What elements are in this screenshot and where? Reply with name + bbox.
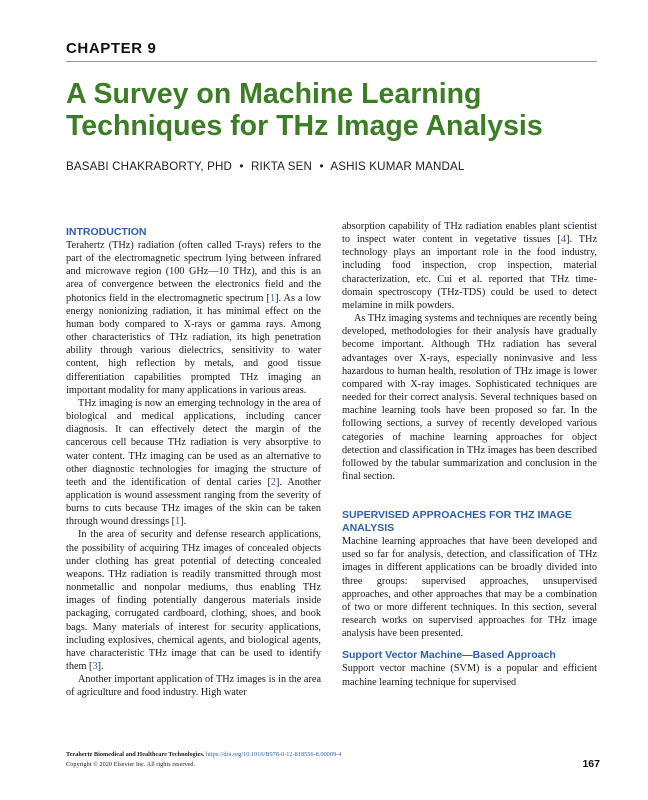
paragraph: As THz imaging systems and techniques are recently being developed, methodologies for their analysis have gradually become important. Although THz radiation has several advantages over X-rays, especially noninvasive and less hazardous to human health, resolution of THz image is lower compared with X-ray images. Sophisticated techniques are needed for their correct analysis. Several techniques based on machine learning tools have been proposed so far. In the following sections, a survey of recently developed various categories of machine learning approaches for object detection and classification in THz images has been described followed by the tabular summarization and conclusion in the final section. bbox=[342, 313, 597, 482]
page-footer bbox=[66, 750, 606, 770]
left-column bbox=[66, 226, 321, 699]
section-heading-introduction: INTRODUCTION bbox=[66, 226, 147, 238]
subsection-heading-svm: Support Vector Machine—Based Approach bbox=[342, 649, 556, 662]
paragraph bbox=[66, 239, 321, 397]
text-run: ]. bbox=[97, 661, 104, 672]
text-run: THz imaging is now an emerging technology in the area of biological and medical applications, including cancer diagnosis. It can effectively detect the margin of the cancerous cell because THz radiation is very absorptive to water content. THz imaging can be used as an alternative to other diagnostic technologies for imaging the structure of teeth and the identification of dental caries [ bbox=[66, 397, 321, 488]
citation-link[interactable]: 3 bbox=[92, 661, 98, 672]
text-run: In the area of security and defense research applications, the possibility of acquiring THz images of concealed objects under clothing has great potential of detecting concealed weapons. THz radiation is readily transmitted through most nonmetallic and nonpolar mediums, thus enabling THz images of finding potentially dangerous materials inside packaging, corrugated cardboard, clothing, shoes, and book bags. Many materials of interest for security applications, including explosives, chemical agents, and biological agents, have characteristic THz image that can be used to identify them [ bbox=[66, 529, 321, 672]
spacer bbox=[342, 483, 597, 509]
page-number: 167 bbox=[582, 758, 600, 770]
chapter-title: A Survey on Machine Learning Techniques for THz Image Analysis bbox=[66, 78, 543, 142]
text-run: ]. bbox=[180, 516, 187, 528]
author-line bbox=[66, 160, 465, 173]
text-run: ]. Another application is wound assessment ranging from the severity of burns to cuts because THz images of the skin can be taken through wound dressings [ bbox=[66, 476, 321, 528]
chapter-label: CHAPTER 9 bbox=[66, 40, 157, 57]
paragraph bbox=[342, 220, 597, 312]
paragraph: Support vector machine (SVM) is a popular and efficient machine learning technique for supervised bbox=[342, 663, 597, 688]
footer-citation bbox=[66, 750, 606, 760]
paragraph: Another important application of THz images is in the area of agriculture and food industry. High water bbox=[66, 674, 321, 699]
text-run: ]. As a low energy nonionizing radiation, it has minimal effect on the human body compared to X-rays or gamma rays. Among other characteristics of THz radiation, its high penetration ability through various dielectrics, sensitivity to water content, high reflection by metals, and good tissue differentiation capabilities prompted THz imaging an important modality for many applications in various areas. bbox=[66, 292, 321, 396]
paragraph bbox=[66, 397, 321, 529]
text-run: ]. THz technology plays an important role in the food industry, including food inspection, crop inspection, material characterization, etc. Cui et al. reported that THz time-domain spectroscopy (THz-TDS) could be used to detect melamine in milk powders. bbox=[342, 234, 597, 311]
paragraph: Machine learning approaches that have been developed and used so far for analysis, detection, and classification of THz images in different applications can be broadly divided into three groups: supervised approaches, unsupervised approaches, and other approaches that may be a combination of two or more different techniques. In this section, several research works on supervised approaches for THz image analysis have been presented. bbox=[342, 536, 597, 640]
spacer bbox=[342, 640, 597, 649]
author-separator: • bbox=[319, 160, 324, 173]
copyright: Copyright © 2020 Elsevier Inc. All rights reserved. bbox=[66, 761, 196, 768]
text-run: Terahertz (THz) radiation (often called T-rays) refers to the part of the electromagnetic spectrum lying between infrared and microwave region (100 GHz—10 THz), and this is an area of convergence between the electronics field and the photonics field in the electromagnetic spectrum [ bbox=[66, 240, 321, 304]
right-column bbox=[342, 220, 597, 689]
section-heading-supervised: SUPERVISED APPROACHES FOR THZ IMAGE ANALYSIS bbox=[342, 509, 572, 535]
author-name: RIKTA SEN bbox=[251, 160, 313, 173]
citation-link[interactable]: 1 bbox=[269, 292, 276, 304]
doi-link[interactable]: https://doi.org/10.1016/B978-0-12-818556-8.00009-4 bbox=[205, 751, 342, 758]
paragraph bbox=[66, 528, 321, 673]
citation-link[interactable]: 1 bbox=[175, 516, 181, 528]
author-name: ASHIS KUMAR MANDAL bbox=[330, 160, 465, 173]
text-run: absorption capability of THz radiation enables plant scientist to inspect water content in vegetative tissues [ bbox=[342, 221, 597, 246]
chapter-rule bbox=[66, 61, 597, 62]
citation-link[interactable]: 2 bbox=[270, 476, 276, 488]
citation-link[interactable]: 4 bbox=[560, 234, 567, 246]
author-separator: • bbox=[239, 160, 244, 173]
book-title: Terahertz Biomedical and Healthcare Technologies. bbox=[66, 751, 205, 758]
author-name: BASABI CHAKRABORTY, PHD bbox=[66, 160, 233, 173]
